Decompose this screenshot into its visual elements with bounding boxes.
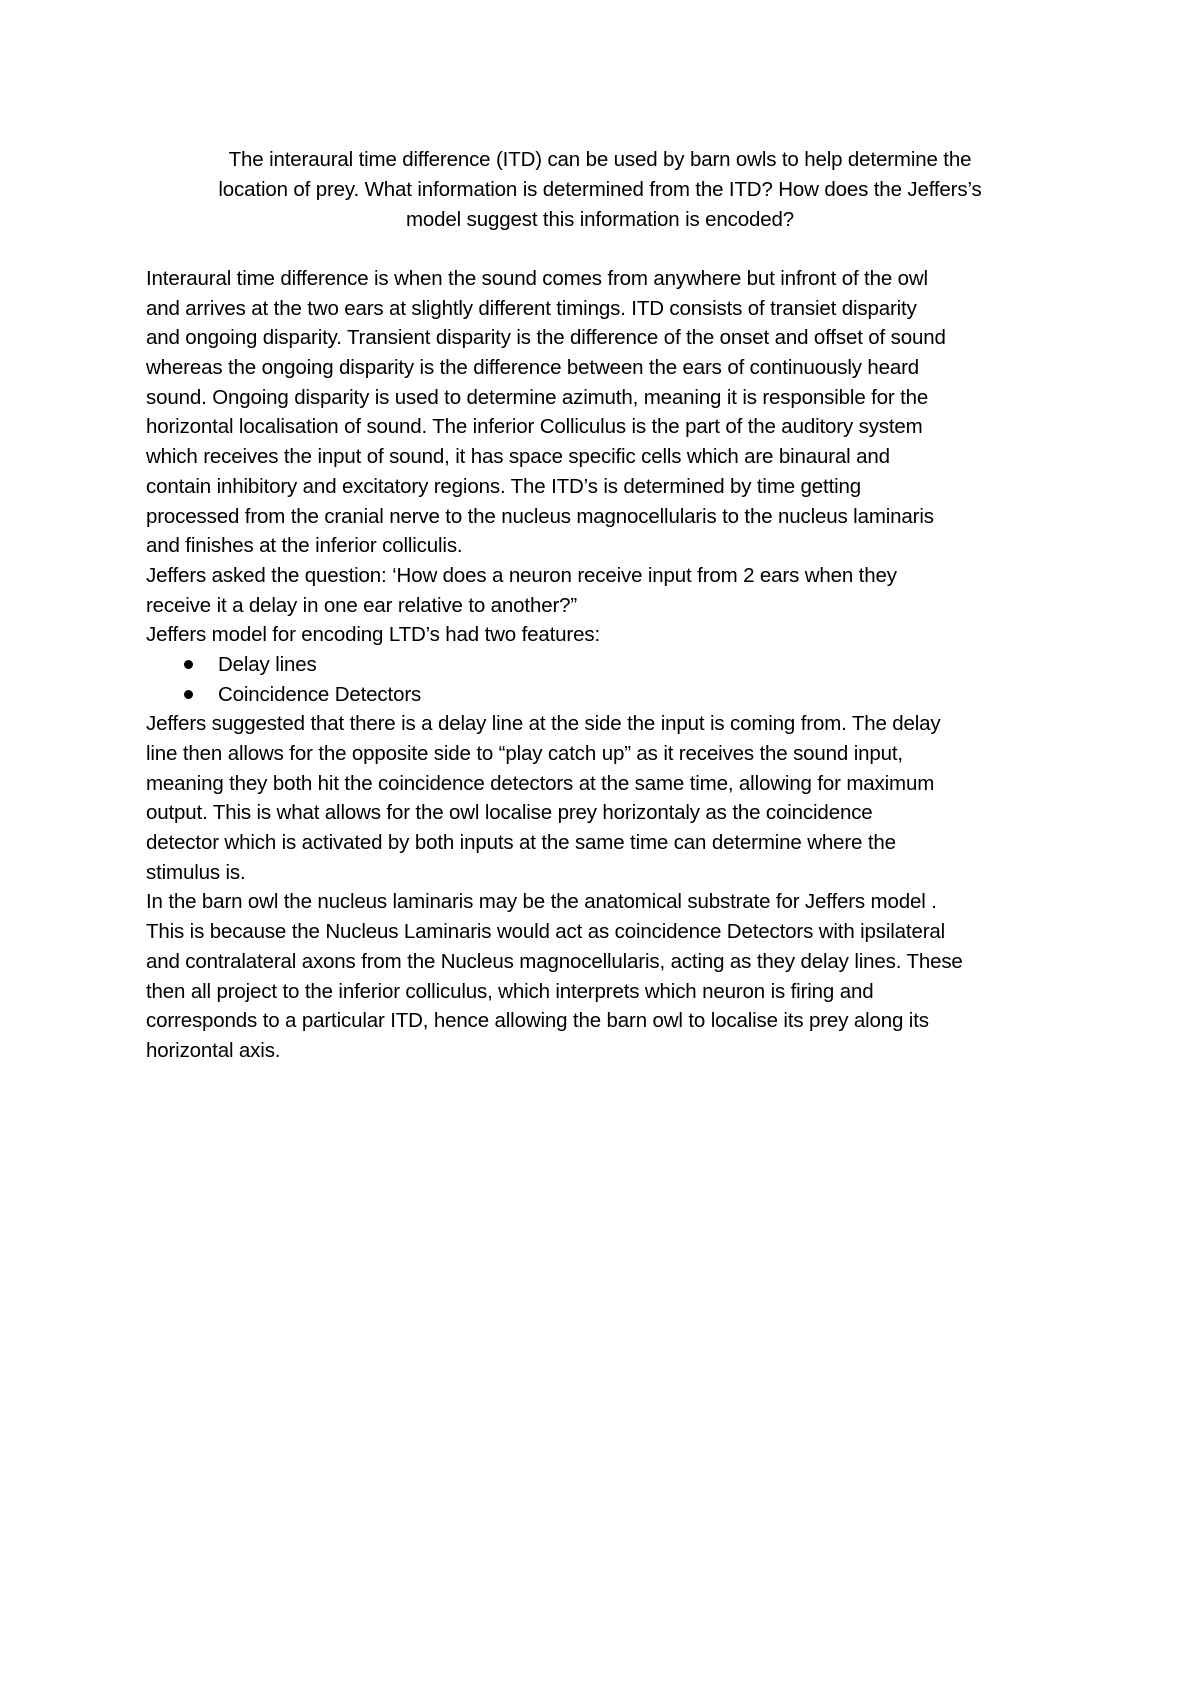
paragraph-jeffers-model-intro <box>146 620 1076 650</box>
text-line: and arrives at the two ears at slightly different timings. ITD consists of transiet disparity <box>146 296 917 320</box>
text-line: Jeffers model for encoding LTD’s had two features: <box>146 623 601 647</box>
question-line: model suggest this information is encoded? <box>406 208 794 231</box>
question-line: location of prey. What information is determined from the ITD? How does the Jeffers’s <box>218 178 982 201</box>
question-heading <box>150 145 1050 235</box>
text-line: and contralateral axons from the Nucleus magnocellularis, acting as they delay lines. These <box>146 949 963 973</box>
paragraph-nucleus-laminaris <box>146 887 1076 1065</box>
text-line: receive it a delay in one ear relative to another?” <box>146 593 578 617</box>
question-line: The interaural time difference (ITD) can be used by barn owls to help determine the <box>228 148 972 171</box>
text-line: processed from the cranial nerve to the nucleus magnocellularis to the nucleus laminaris <box>146 504 934 528</box>
text-line: which receives the input of sound, it has space specific cells which are binaural and <box>146 445 890 469</box>
text-line: In the barn owl the nucleus laminaris may be the anatomical substrate for Jeffers model . <box>146 890 937 914</box>
text-line: corresponds to a particular ITD, hence allowing the barn owl to localise its prey along its <box>146 1009 929 1033</box>
paragraph-delay-line <box>146 709 1076 887</box>
text-line: Jeffers asked the question: ‘How does a neuron receive input from 2 ears when they <box>146 563 897 587</box>
text-line: and finishes at the inferior colliculis. <box>146 534 463 558</box>
paragraph-itd-definition <box>146 264 1076 561</box>
answer-body <box>146 264 1076 1066</box>
text-line: meaning they both hit the coincidence detectors at the same time, allowing for maximum <box>146 771 935 795</box>
text-line: contain inhibitory and excitatory regions. The ITD’s is determined by time getting <box>146 474 862 498</box>
text-line: Interaural time difference is when the sound comes from anywhere but infront of the owl <box>146 267 928 290</box>
bullet-list <box>146 650 1076 709</box>
text-line: sound. Ongoing disparity is used to determine azimuth, meaning it is responsible for the <box>146 385 929 409</box>
text-line: This is because the Nucleus Laminaris would act as coincidence Detectors with ipsilateral <box>146 920 946 944</box>
text-line: line then allows for the opposite side to “play catch up” as it receives the sound input, <box>146 742 903 765</box>
text-line: horizontal localisation of sound. The inferior Colliculus is the part of the auditory system <box>146 415 923 439</box>
bullet-icon <box>184 690 193 699</box>
text-line: Jeffers suggested that there is a delay line at the side the input is coming from. The delay <box>146 712 941 736</box>
text-line: output. This is what allows for the owl localise prey horizontaly as the coincidence <box>146 801 873 825</box>
paragraph-jeffers-question <box>146 561 1076 620</box>
list-item-text: Coincidence Detectors <box>218 682 422 706</box>
text-line: and ongoing disparity. Transient disparity is the difference of the onset and offset of sound <box>146 326 946 350</box>
text-line: stimulus is. <box>146 860 246 884</box>
text-line: whereas the ongoing disparity is the difference between the ears of continuously heard <box>146 356 920 380</box>
list-item <box>146 680 1076 710</box>
text-line: detector which is activated by both inputs at the same time can determine where the <box>146 831 896 855</box>
text-line: horizontal axis. <box>146 1038 281 1062</box>
bullet-icon <box>184 660 193 669</box>
list-item-text: Delay lines <box>218 652 317 676</box>
text-line: then all project to the inferior colliculus, which interprets which neuron is firing and <box>146 979 874 1003</box>
list-item <box>146 650 1076 680</box>
